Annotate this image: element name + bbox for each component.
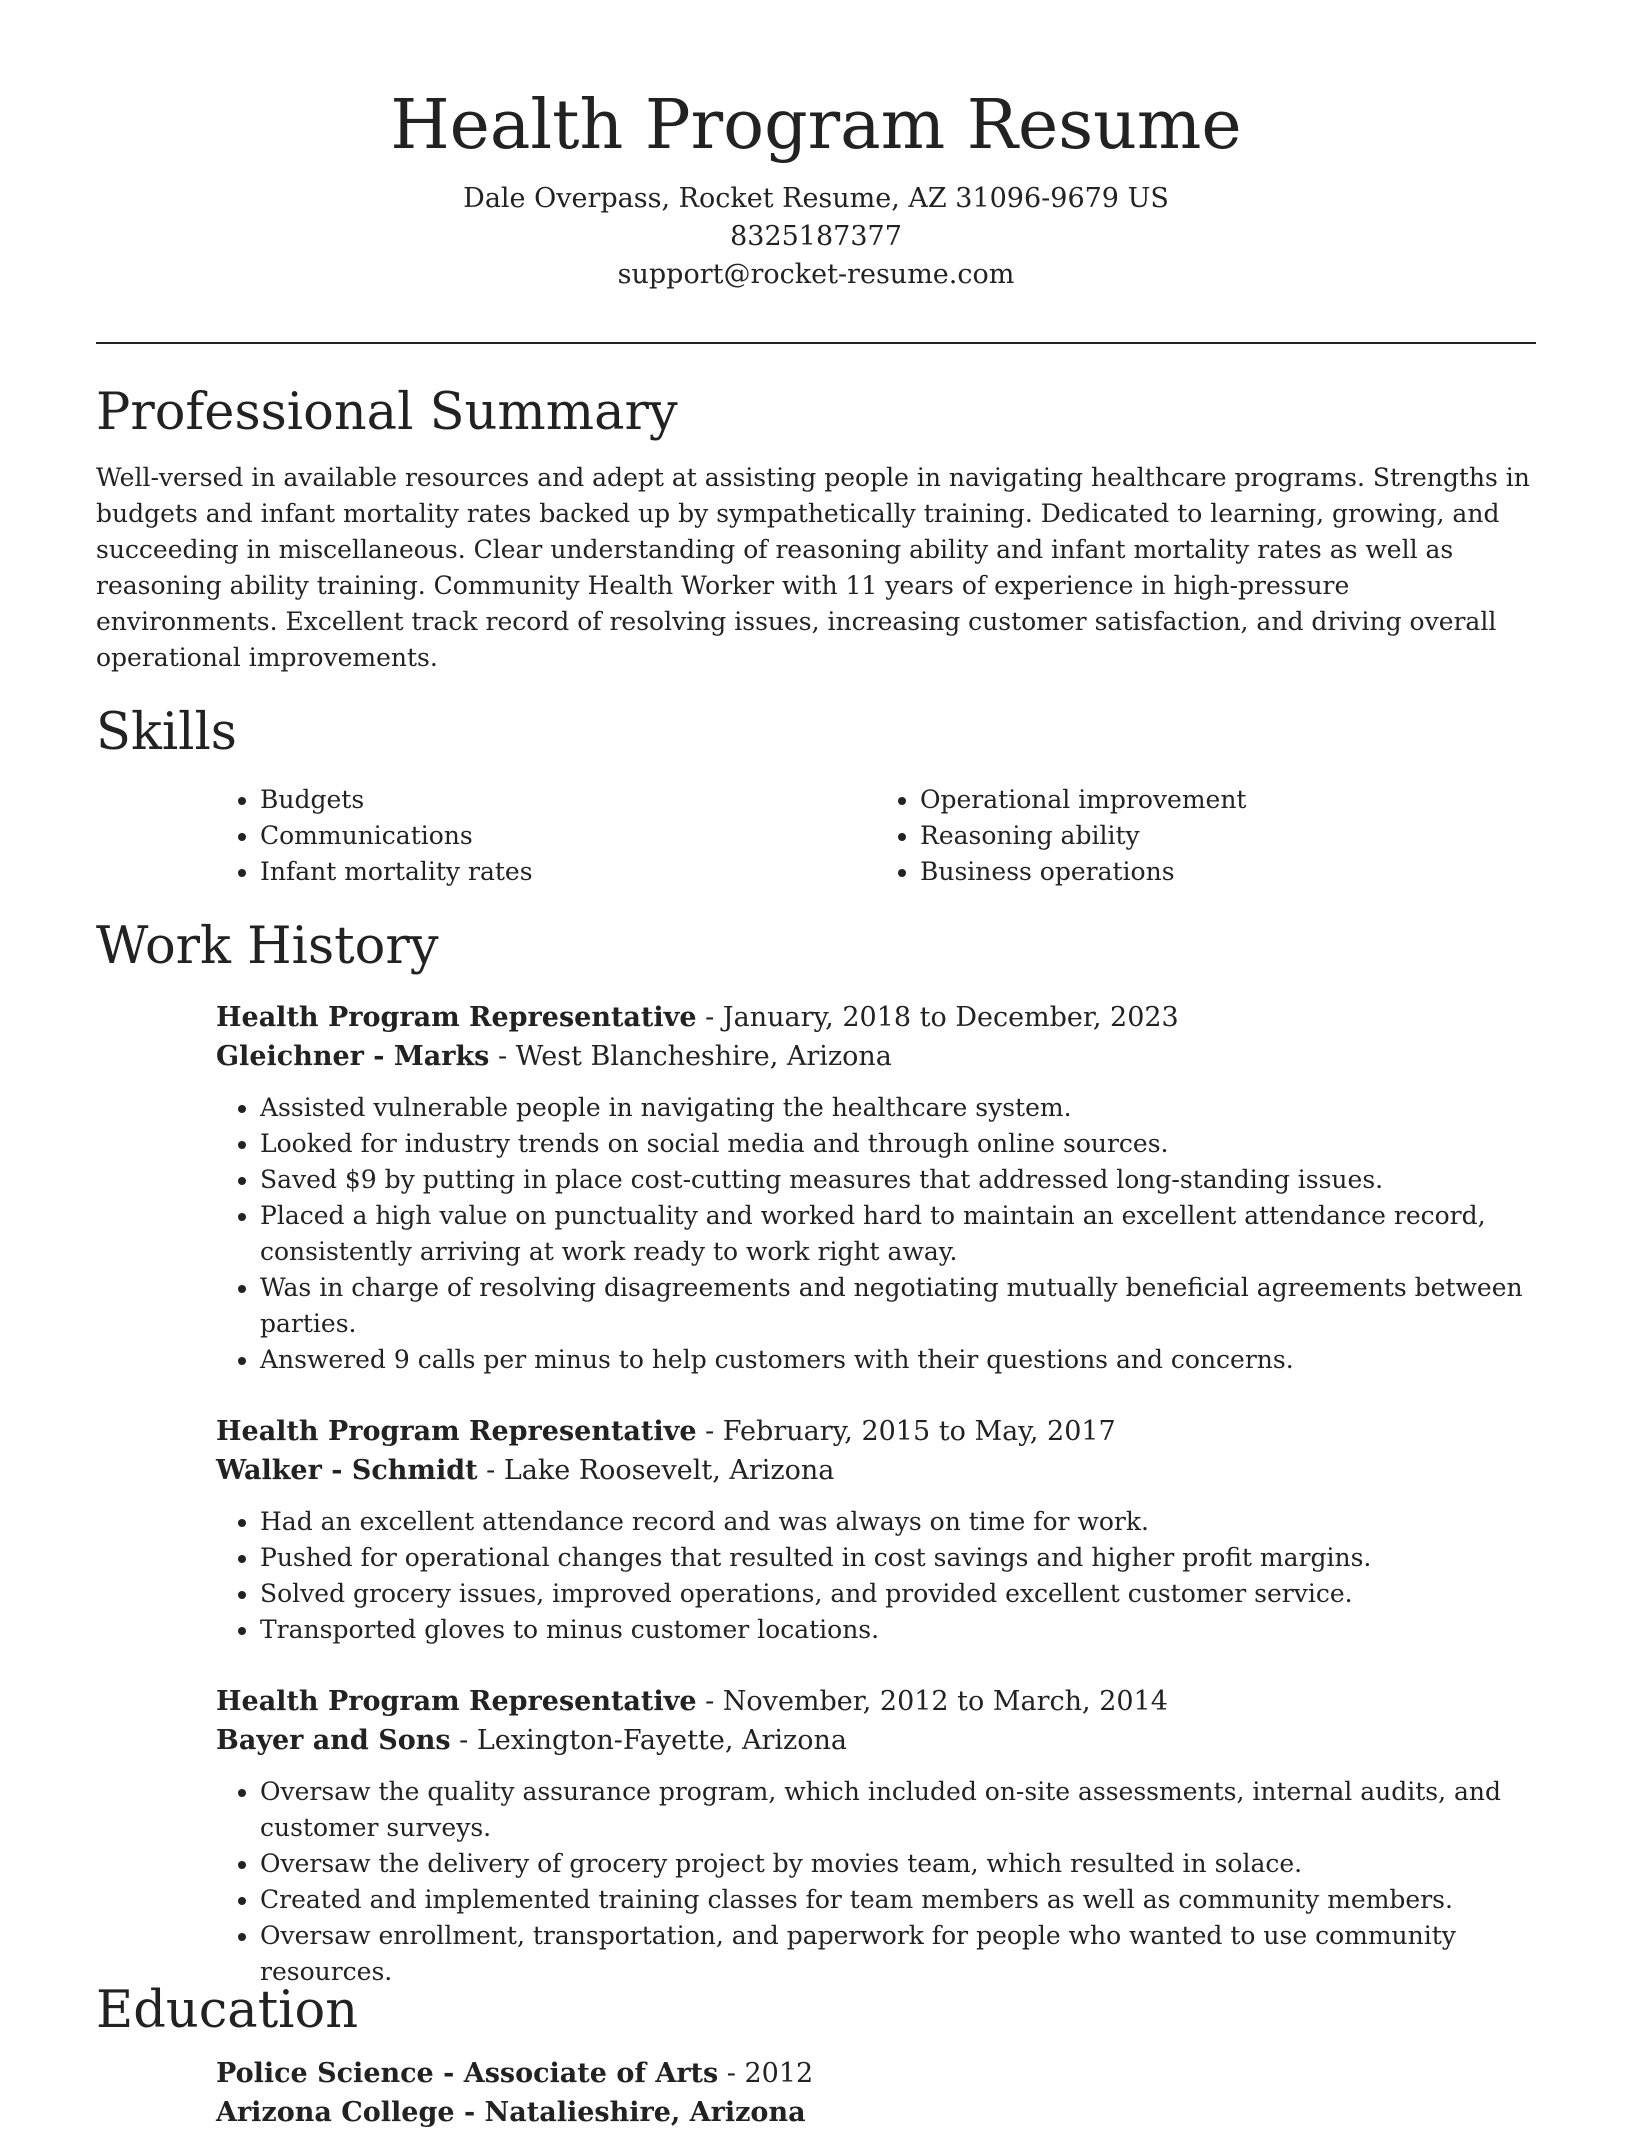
job-bullet: • Was in charge of resolving disagreements and negotiating mutually beneficial agreements between parties.	[260, 1270, 1536, 1342]
job-title-line	[216, 998, 1536, 1037]
job-dates: - January, 2018 to December, 2023	[696, 1002, 1179, 1033]
job-bullet: • Placed a high value on punctuality and worked hard to maintain an excellent attendance record, consistently arriving at work ready to work right away.	[260, 1198, 1536, 1270]
contact-phone: 8325187377	[730, 221, 902, 252]
skills-column-left	[216, 782, 876, 890]
job-company-line	[216, 1451, 1536, 1490]
job-company-line	[216, 1037, 1536, 1076]
job-company: Walker - Schmidt	[216, 1455, 478, 1486]
job-bullet: • Had an excellent attendance record and was always on time for work.	[260, 1504, 1536, 1540]
education-school: Arizona College - Natalieshire, Arizona	[216, 2097, 806, 2128]
summary-text: Well-versed in available resources and adept at assisting people in navigating healthcare programs. Strengths in budgets and infant mortality rates backed up by sympathetically training. Dedicated to learning, growing, and succeeding in miscellaneous. Clear understanding of reasoning ability and infant mortality rates as well as reasoning ability training. Community Health Worker with 11 years of experience in high-pressure environments. Excellent track record of resolving issues, increasing customer satisfaction, and driving overall operational improvements.	[96, 463, 1530, 672]
job-bullet: • Oversaw the quality assurance program, which included on-site assessments, internal audits, and customer surveys.	[260, 1774, 1536, 1846]
job-bullet: • Saved $9 by putting in place cost-cutting measures that addressed long-standing issues.	[260, 1162, 1536, 1198]
resume-title: Health Program Resume	[390, 86, 1242, 165]
skill-item: • Operational improvement	[920, 782, 1536, 818]
work-history-heading: Work History	[96, 917, 439, 976]
job-location: - West Blancheshire, Arizona	[489, 1041, 892, 1072]
job-title: Health Program Representative	[216, 1002, 697, 1033]
education-entry	[216, 2054, 1536, 2132]
summary-section	[96, 380, 1536, 676]
skill-item: • Business operations	[920, 854, 1536, 890]
job-bullet: • Answered 9 calls per minus to help customers with their questions and concerns.	[260, 1342, 1536, 1378]
job-bullet: • Solved grocery issues, improved operations, and provided excellent customer service.	[260, 1576, 1536, 1612]
job-bullets	[216, 1504, 1536, 1648]
job-bullet: • Pushed for operational changes that resulted in cost savings and higher profit margins.	[260, 1540, 1536, 1576]
job-title-line	[216, 1682, 1536, 1721]
job-dates: - November, 2012 to March, 2014	[696, 1686, 1168, 1717]
job-location: - Lake Roosevelt, Arizona	[477, 1455, 835, 1486]
job-entry	[216, 1412, 1536, 1648]
job-bullet: • Looked for industry trends on social media and through online sources.	[260, 1126, 1536, 1162]
skill-item: • Reasoning ability	[920, 818, 1536, 854]
job-bullets	[216, 1090, 1536, 1378]
job-title: Health Program Representative	[216, 1416, 697, 1447]
job-entry	[216, 1682, 1536, 1990]
education-degree: Police Science - Associate of Arts	[216, 2058, 719, 2089]
education-year: - 2012	[718, 2058, 814, 2089]
job-bullet: • Transported gloves to minus customer locations.	[260, 1612, 1536, 1648]
summary-heading: Professional Summary	[96, 383, 678, 442]
header-divider	[96, 342, 1536, 344]
job-company: Bayer and Sons	[216, 1725, 451, 1756]
skill-item: • Infant mortality rates	[260, 854, 876, 890]
job-title: Health Program Representative	[216, 1686, 697, 1717]
work-history-section	[96, 914, 1536, 1990]
job-bullet: • Assisted vulnerable people in navigating the healthcare system.	[260, 1090, 1536, 1126]
contact-address: Dale Overpass, Rocket Resume, AZ 31096-9679 US	[463, 183, 1169, 214]
job-location: - Lexington-Fayette, Arizona	[450, 1725, 847, 1756]
job-bullets	[216, 1774, 1536, 1990]
contact-email: support@rocket-resume.com	[617, 259, 1015, 290]
skill-item: • Communications	[260, 818, 876, 854]
job-bullet: • Oversaw enrollment, transportation, and paperwork for people who wanted to use community resources.	[260, 1918, 1536, 1990]
education-heading: Education	[96, 1981, 359, 2040]
skills-heading: Skills	[96, 703, 237, 762]
job-title-line	[216, 1412, 1536, 1451]
job-dates: - February, 2015 to May, 2017	[696, 1416, 1116, 1447]
job-company: Gleichner - Marks	[216, 1041, 490, 1072]
skills-column-right	[876, 782, 1536, 890]
skill-item: • Budgets	[260, 782, 876, 818]
education-degree-line	[216, 2054, 1536, 2093]
skills-grid	[216, 782, 1536, 890]
education-school-line	[216, 2093, 1536, 2132]
skills-section	[96, 700, 1536, 890]
job-entry	[216, 998, 1536, 1378]
job-company-line	[216, 1721, 1536, 1760]
job-bullet: • Oversaw the delivery of grocery project by movies team, which resulted in solace.	[260, 1846, 1536, 1882]
job-bullet: • Created and implemented training classes for team members as well as community members.	[260, 1882, 1536, 1918]
education-section	[96, 1978, 1536, 2132]
resume-header	[0, 80, 1632, 294]
